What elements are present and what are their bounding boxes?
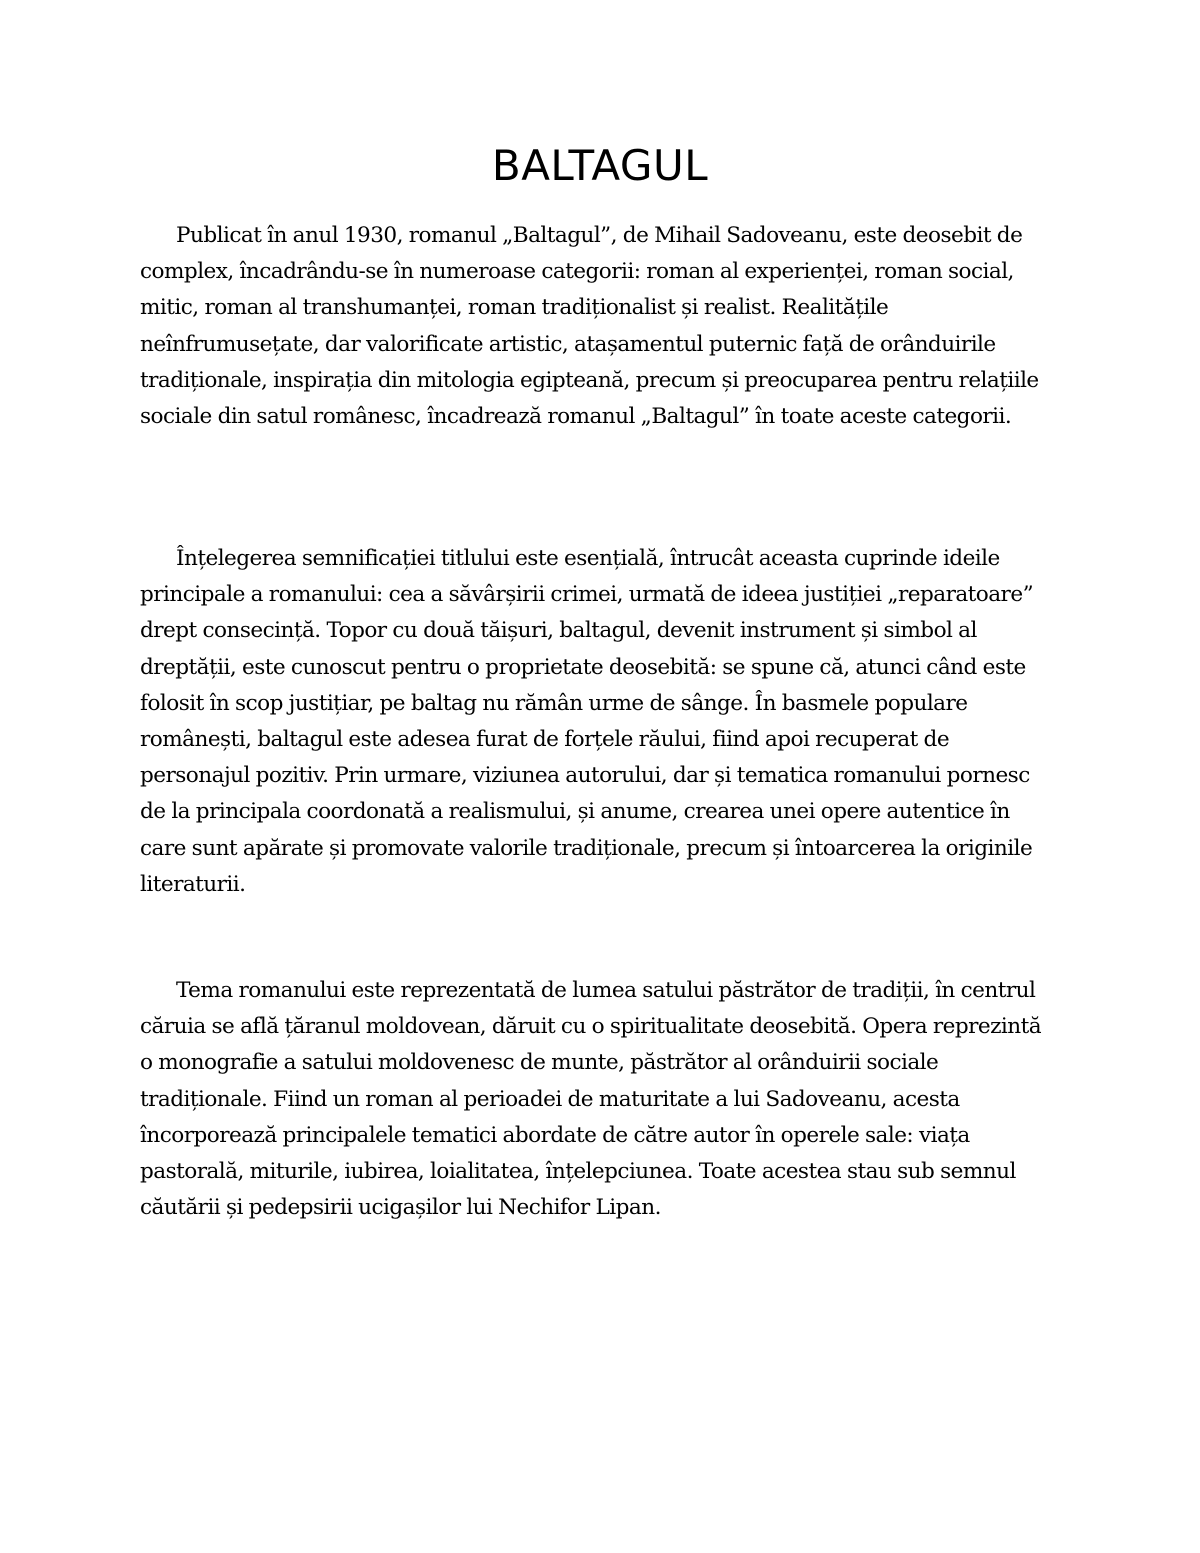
document-title: BALTAGUL bbox=[491, 141, 709, 190]
paragraph-title-meaning: Înțelegerea semnificației titlului este esențială, întrucât aceasta cuprinde ideile principale a romanului: cea a săvârșirii crimei, urmată de ideea justiției „reparatoare” drept consecință. Topor cu două tăișuri, baltagul, devenit instrument și simbol al dreptății, este cunoscut pentru o proprietate deosebită: se spune că, atunci când este folosit în scop justițiar, pe baltag nu rămân urme de sânge. În basmele populare românești, baltagul este adesea furat de forțele răului, fiind apoi recuperat de personajul pozitiv. Prin urmare, viziunea autorului, dar și tematica romanului pornesc de la principala coordonată a realismului, și anume, crearea unei opere autentice în care sunt apărate și promovate valorile tradiționale, precum și întoarcerea la originile literaturii. bbox=[140, 546, 1034, 897]
paragraph-intro: Publicat în anul 1930, romanul „Baltagul”, de Mihail Sadoveanu, este deosebit de complex, încadrându-se în numeroase categorii: roman al experienței, roman social, mitic, roman al transhumanței, roman tradiționalist și realist. Realitățile neînfrumusețate, dar valorificate artistic, atașamentul puternic față de orânduirile tradiționale, inspirația din mitologia egipteană, precum și preocuparea pentru relațiile sociale din satul românesc, încadrează romanul „Baltagul” în toate aceste categorii. bbox=[140, 223, 1039, 430]
paragraph-theme: Tema romanului este reprezentată de lumea satului păstrător de tradiții, în centrul căruia se află țăranul moldovean, dăruit cu o spiritualitate deosebită. Opera reprezintă o monografie a satului moldovenesc de munte, păstrător al orânduirii sociale tradiționale. Fiind un roman al perioadei de maturitate a lui Sadoveanu, acesta încorporează principalele tematici abordate de către autor în operele sale: viața pastorală, miturile, iubirea, loialitatea, înțelepciunea. Toate acestea stau sub semnul căutării și pedepsirii ucigașilor lui Nechifor Lipan. bbox=[140, 978, 1042, 1221]
